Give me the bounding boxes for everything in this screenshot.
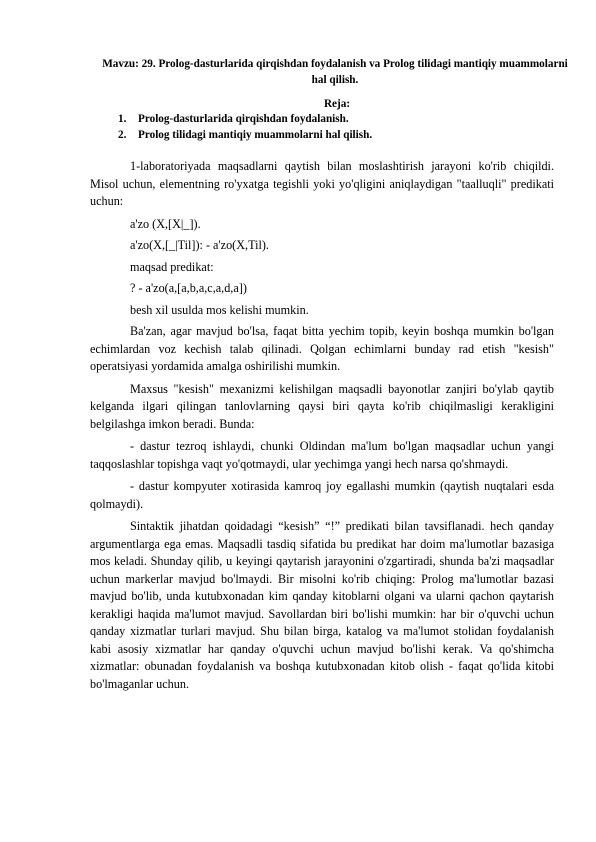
- paragraph: besh xil usulda mos kelishi mumkin.: [130, 302, 309, 317]
- plan-item: [118, 111, 372, 127]
- plan-item-text: Prolog tilidagi mantiqiy muammolarni hal qilish.: [138, 129, 373, 141]
- paragraph: - dastur kompyuter xotirasida kamroq joy egallashi mumkin (qaytish nuqtalari esda qolmaydi).: [90, 479, 554, 511]
- code-line: a'zo (X,[X|_]).: [130, 216, 201, 231]
- plan-item-number: 2.: [118, 129, 127, 141]
- paragraph: Sintaktik jihatdan qoidadagi “kesish” “!” predikati bilan tavsiflanadi. hech qanday argumentlarga ega emas. Maqsadli tasdiq sifatida bu predikat har doim ma'lumotlar bazasiga mos keladi. Shunday qilib, u keyingi qaytarish jarayonini o'zgartiradi, shunda ba'zi maqsadlar uchun markerlar mavjud bo'lmaydi. Bir misolni ko'rib chiqing: Prolog ma'lumotlar bazasi mavjud bo'lib, unda kutubxonadan kim qanday kitoblarni olgani va ularni qachon qaytarish kerakligi haqida ma'lumot mavjud. Savollardan biri bo'lishi mumkin: har bir o'quvchi uchun qanday xizmatlar turlari mavjud. Shu bilan birga, katalog va ma'lumot stolidan foydalanish kabi asosiy xizmatlar har qanday o'quvchi uchun mavjud bo'lishi kerak. Va qo'shimcha xizmatlar: obunadan foydalanish va boshqa kutubxonadan kitob olish - faqat qo'lida kitobi bo'lmaganlar uchun.: [90, 519, 554, 691]
- document-title: Mavzu: 29. Prolog-dasturlarida qirqishdan foydalanish va Prolog tilidagi mantiqiy muammolarni hal qilish.: [102, 58, 568, 86]
- document-body: [90, 158, 554, 698]
- code-line: a'zo(X,[_|Til]): - a'zo(X,Til).: [130, 238, 269, 252]
- code-line: ? - a'zo(a,[a,b,a,c,a,d,a]): [130, 281, 247, 295]
- plan-list: [118, 111, 372, 143]
- code-line: maqsad predikat:: [130, 259, 214, 274]
- paragraph: Ba'zan, agar mavjud bo'lsa, faqat bitta yechim topib, keyin boshqa mumkin bo'lgan echimlardan voz kechish talab qilinadi. Qolgan echimlarni bunday rad etish "kesish" operatsiyasi yordamida amalga oshirilishi mumkin.: [90, 324, 554, 373]
- plan-heading: Reja:: [323, 98, 351, 110]
- plan-item-number: 1.: [118, 113, 127, 125]
- paragraph: Maxsus "kesish" mexanizmi kelishilgan maqsadli bayonotlar zanjiri bo'ylab qaytib kelganda ilgari qilingan tanlovlarning qaysi biri qayta ko'rib chiqilmasligi kerakligini belgilashga imkon beradi. Bunda:: [90, 381, 554, 431]
- paragraph: - dastur tezroq ishlaydi, chunki Oldindan ma'lum bo'lgan maqsadlar uchun yangi taqqoslashlar topishga vaqt yo'qotmaydi, ular yechimga yangi hech narsa qo'shmaydi.: [90, 439, 554, 471]
- paragraph: 1-laboratoriyada maqsadlarni qaytish bilan moslashtirish jarayoni ko'rib chiqildi. Misol uchun, elementning ro'yxatga tegishli yoki yo'qligini aniqlaydigan "taalluqli" predikati uchun:: [90, 159, 554, 208]
- plan-item: [118, 127, 372, 143]
- plan-item-text: Prolog-dasturlarida qirqishdan foydalanish.: [138, 113, 349, 125]
